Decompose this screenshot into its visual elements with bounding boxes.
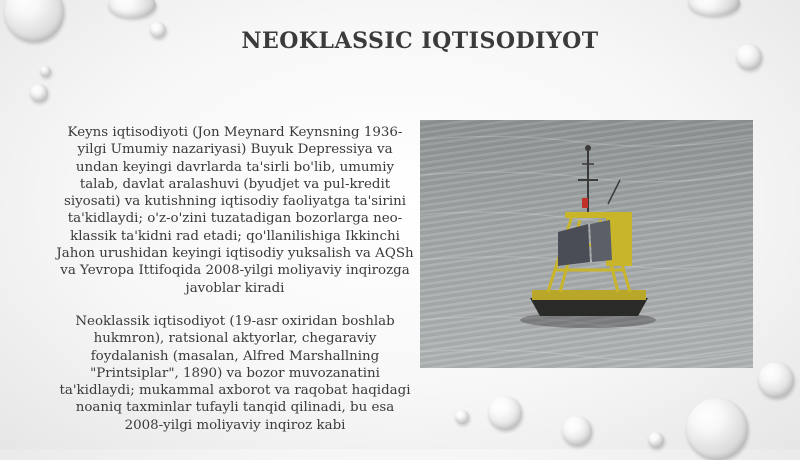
water-drop-decoration <box>40 66 51 77</box>
water-drop-decoration <box>488 396 522 430</box>
water-drop-decoration <box>30 84 48 102</box>
paragraph-neoclassical: Neoklassik iqtisodiyot (19-asr oxiridan boshlab hukmron), ratsional aktyorlar, chegaraviy foydalanish (masalan, Alfred Marshallning "Printsiplar", 1890) va bozor muvozanatini ta'kidlaydi; mukammal axborot va raqobat haqidagi noaniq taxminlar tufayli tanqid qilinadi, bu esa 2008-yilgi moliyaviy inqiroz kabi <box>59 313 411 433</box>
water-drop-decoration <box>688 0 740 16</box>
water-drop-decoration <box>648 432 664 448</box>
water-drop-decoration <box>758 362 794 398</box>
buoy-illustration <box>420 120 753 368</box>
paragraph-keynes: Keyns iqtisodiyoti (Jon Meynard Keynsning 1936-yilgi Umumiy nazariyasi) Buyuk Depressiya va undan keyingi davrlarda ta'sirli bo'lib, umumiy talab, davlat aralashuvi (byudjet va pul-kredit siyosati) va kutishning iqtisodiy faoliyatga ta'sirini ta'kidlaydi; o'z-o'zini tuzatadigan bozorlarga neo-klassik ta'kidni rad etadi; qo'llanilishiga Ikkinchi Jahon urushidan keyingi iqtisodiy yuksalish va AQSh va Yevropa Ittifoqida 2008-yilgi moliyaviy inqirozga javoblar kiradi <box>56 125 414 296</box>
water-drop-decoration <box>455 410 469 424</box>
water-drop-decoration <box>108 0 156 18</box>
slide-title: NEOKLASSIC IQTISODIYOT <box>241 28 599 54</box>
water-drop-decoration <box>686 398 748 460</box>
slide-body <box>56 124 414 450</box>
buoy-photo <box>420 120 753 368</box>
water-drop-decoration <box>562 416 592 446</box>
